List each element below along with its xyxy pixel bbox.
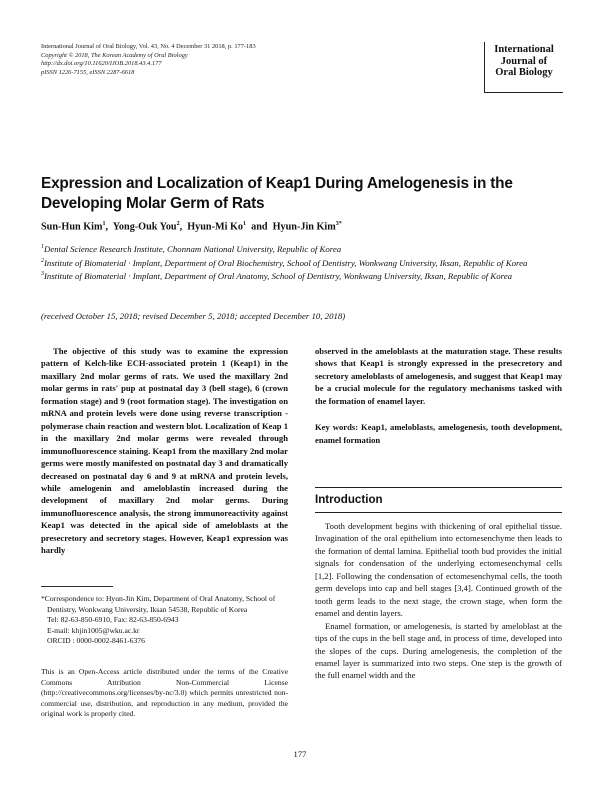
journal-citation: International Journal of Oral Biology, Vol. 43, No. 4 December 31 2018, p. 177-183 — [41, 43, 256, 50]
brand-line-1: International — [494, 44, 554, 55]
brand-line-2: Journal of — [500, 55, 548, 67]
affiliation-text: Dental Science Research Institute, Chonnam National University, Republic of Korea — [44, 243, 342, 254]
page-number: 177 — [293, 749, 307, 759]
license-notice: This is an Open-Access article distributed under the terms of the Creative Commons Attribution Non-Commercial License (http://creativecommons.org/licenses/by-nc/3.0) which permits unrestricted non-commercial use, distribution, and reproduction in any medium, provided the original work is properly cited. — [41, 667, 288, 719]
affiliation-item — [41, 256, 566, 270]
affiliation-text: Institute of Biomaterial · Implant, Department of Oral Biochemistry, School of Dentistry, Wonkwang University, Iksan, Republic of Korea — [44, 257, 528, 268]
author-name: Yong-Ouk You — [112, 221, 177, 233]
intro-paragraph: Enamel formation, or amelogenesis, is started by ameloblast at the tips of the cups in the bell stage and, in process of time, developed into the slopes of the cups. During amelogenesis, the completion of the enamel layer is summarized into two steps. One step is the growth of the full enamel width and the — [315, 620, 562, 681]
affiliation-item — [41, 242, 566, 256]
affiliation-sup: 1 — [41, 244, 44, 250]
author-sup: 1 — [102, 221, 106, 227]
abstract-text: The objective of this study was to examine the expression pattern of Kelch-like ECH-associated protein 1 (Keap1) in the maxillary 2nd molar germs of rats. We used the maxillary 2nd molar germs in rats' pup at postnatal day 3 (bell stage), 6 (crown formation stage) and 9 (root formation stage). The investigation on mRNA and protein levels were done using reverse transcription - polymerase chain reaction and western blot. Localization of Keap 1 in the maxillary 2nd molar germs were revealed through immunofluorescence staining. Keap1 from the maxillary 2nd molar germs were mostly manifested on postnatal day 3 and dramatically decreased on postnatal day 6 and 9 at mRNA and protein levels, while amelogenin and ameloblastin increased during the development of maxillary 2nd molar germs. During immunofluorescence analysis, the strong immunoreactivity against Keap1 was detected in the apical side of ameloblasts at the presecretory and secretory stages. However, Keap1 expression was hardly — [41, 346, 288, 556]
author-list: Sun-Hun Kim$^1$, Yong-Ouk You$^2$, Hyun-Mi Ko$^1$ and Hyun-Jin Kim$^{3*}$ — [41, 221, 342, 233]
author-sup: 3* — [335, 221, 342, 227]
affiliations — [41, 242, 566, 283]
affiliation-sup: 3 — [41, 271, 44, 278]
author-name: Sun-Hun Kim — [41, 221, 103, 233]
journal-brand — [484, 42, 563, 93]
affiliation-sup: 2 — [41, 257, 44, 264]
article-title: Expression and Localization of Keap1 During Amelogenesis in the Developing Molar Germ of Rats — [41, 175, 513, 212]
keywords: Key words: Keap1, ameloblasts, amelogenesis, tooth development, enamel formation — [315, 422, 562, 445]
correspondence-email[interactable]: E-mail: khjin1005@wku.ac.kr — [47, 625, 140, 635]
intro-paragraph: Tooth development begins with thickening of oral epithelial tissue. Invagination of the oral epithelium into ectomesenchyme then leads to the formation of dental lamina. Epithelial tooth bud provides the initial signals for condensation of the underlying ectomesenchymal cells [1,2]. Following the condensation of ectomesenchymal cells, the tooth germ develops into cap and bell stages [3,4]. Continued growth of the tooth germ leads to the next stage, the crown stage, when form the enamel and dentin layers. — [315, 521, 562, 619]
author-name: Hyun-Jin Kim — [272, 221, 336, 233]
author-conjunction: and — [251, 221, 268, 233]
abstract-continuation: observed in the ameloblasts at the maturation stage. These results shows that Keap1 is strongly expressed in the presecretory and secretory ameloblasts of amelogenesis, and suggest that Keap1 may be a crucial molecule for the regulatory mechanisms tasked with the formation of enamel layer. — [315, 346, 562, 406]
copyright-line: Copyright © 2018, The Korean Academy of Oral Biology — [41, 51, 188, 59]
affiliation-text: Institute of Biomaterial · Implant, Department of Oral Anatomy, School of Dentistry, Wonkwang University, Iksan, Republic of Korea — [44, 270, 513, 281]
author-name: Hyun-Mi Ko — [187, 221, 243, 233]
brand-line-3: Oral Biology — [495, 67, 553, 78]
received-dates: (received October 15, 2018; revised December 5, 2018; accepted December 10, 2018) — [41, 311, 346, 321]
introduction-body — [315, 520, 562, 682]
footnote-divider — [41, 586, 113, 587]
author-sup: 2 — [176, 221, 180, 227]
author-sup: 1 — [243, 221, 246, 227]
issn-line: pISSN 1226-7155, eISSN 2287-6618 — [41, 68, 135, 76]
correspondence-phone: Tel: 82-63-850-6910, Fax: 82-63-850-6943 — [47, 615, 179, 625]
affiliation-item — [41, 269, 566, 283]
abstract-column-left — [41, 345, 288, 557]
correspondence-block — [41, 594, 291, 647]
correspondence-orcid: ORCID : 0000-0002-8461-6376 — [47, 636, 145, 646]
section-heading-introduction: Introduction — [315, 487, 562, 513]
doi-link[interactable]: http://dx.doi.org/10.11620/IJOB.2018.43.4.177 — [41, 60, 162, 68]
correspondence-address: *Correspondence to: Hyun-Jin Kim, Department of Oral Anatomy, School of Dentistry, Wonkwang University, Iksan 54538, Republic of Korea — [41, 594, 276, 614]
journal-header — [41, 43, 256, 77]
abstract-column-right — [315, 345, 562, 446]
